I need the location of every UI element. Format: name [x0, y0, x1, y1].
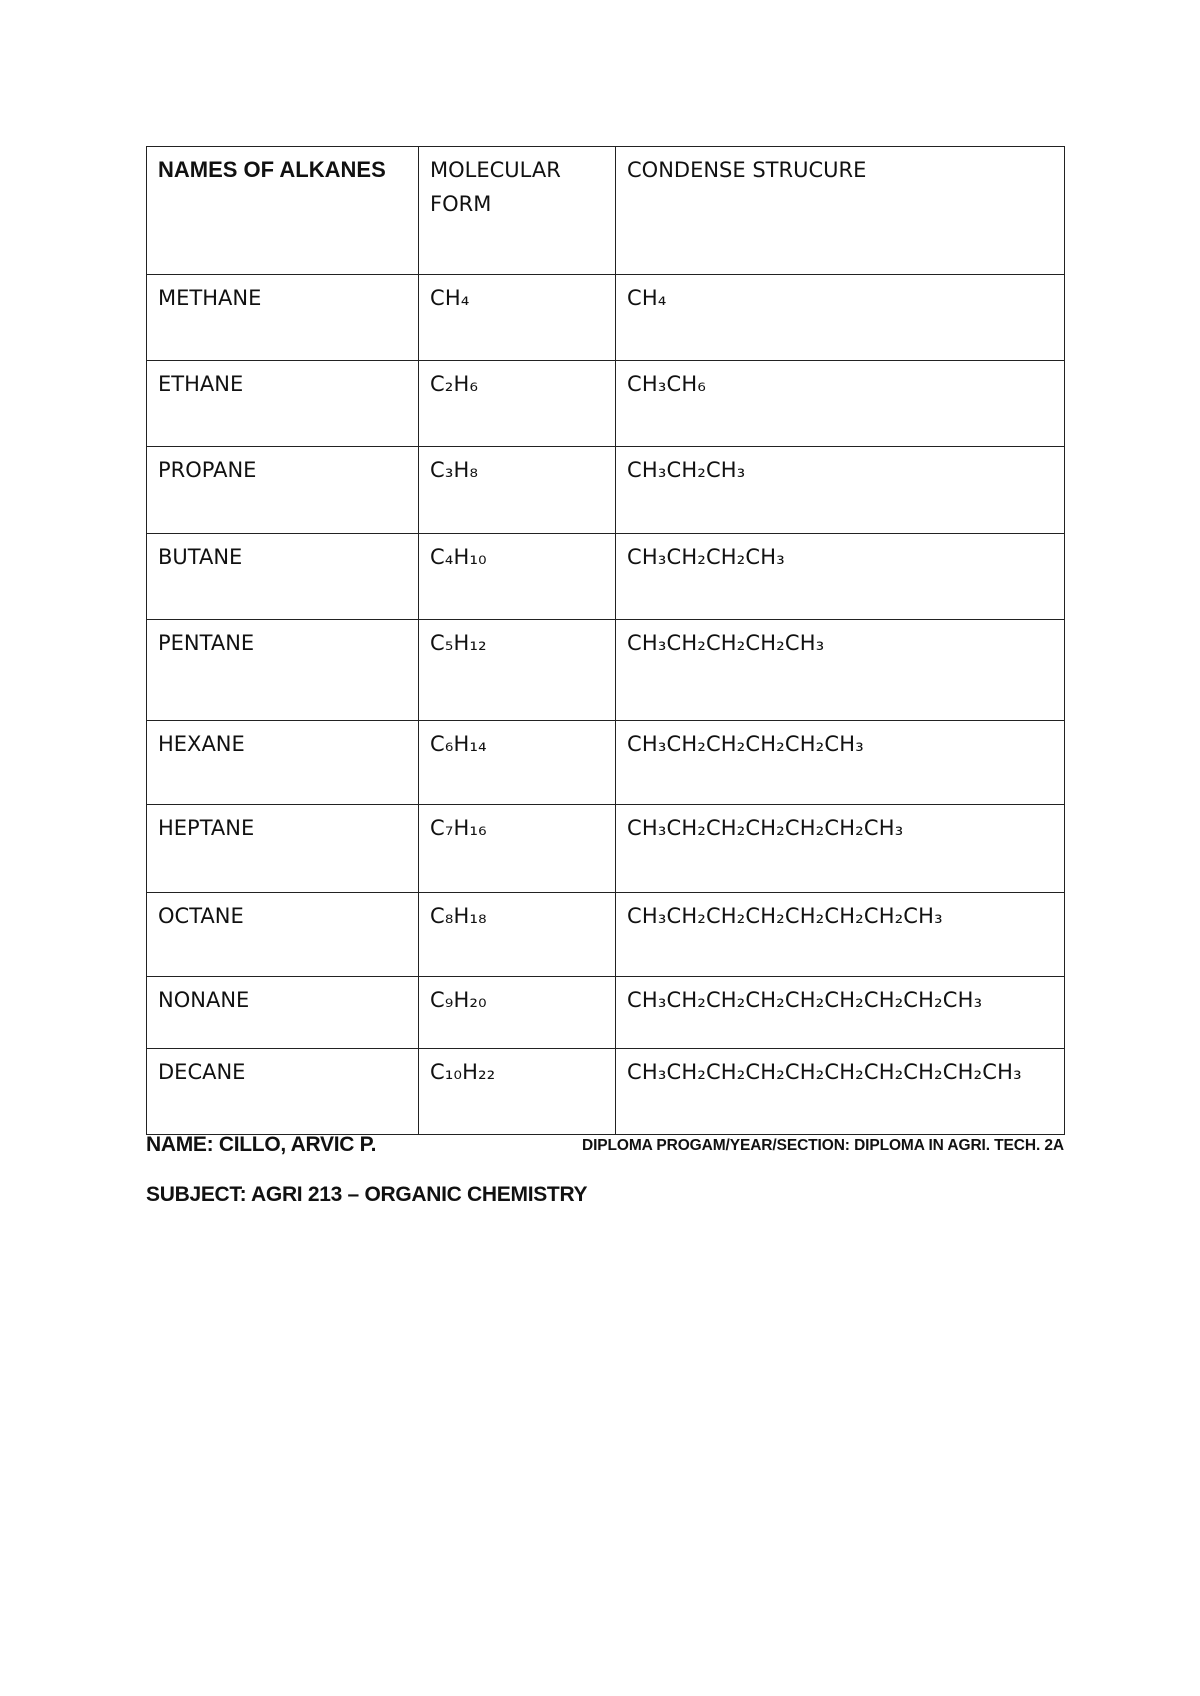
table-row: [147, 805, 1065, 893]
alkane-name: PENTANE: [147, 620, 419, 721]
condensed-structure: CH₄: [616, 275, 1065, 361]
molecular-formula: C₃H₈: [419, 447, 616, 534]
molecular-formula: C₆H₁₄: [419, 721, 616, 805]
table-row: [147, 1049, 1065, 1135]
subject-line: SUBJECT: AGRI 213 – ORGANIC CHEMISTRY: [146, 1183, 588, 1206]
molecular-formula: C₈H₁₈: [419, 893, 616, 977]
table-row: [147, 620, 1065, 721]
condensed-structure: CH₃CH₂CH₂CH₂CH₂CH₃: [616, 721, 1065, 805]
molecular-formula: CH₄: [419, 275, 616, 361]
alkane-name: HEXANE: [147, 721, 419, 805]
header-molecular-form: MOLECULAR FORM: [419, 147, 616, 275]
molecular-formula: C₁₀H₂₂: [419, 1049, 616, 1135]
molecular-formula: C₇H₁₆: [419, 805, 616, 893]
header-names-of-alkanes: NAMES OF ALKANES: [147, 147, 419, 275]
program-year-section: DIPLOMA PROGAM/YEAR/SECTION: DIPLOMA IN AGRI. TECH. 2A: [581, 1137, 1064, 1154]
alkane-name: OCTANE: [147, 893, 419, 977]
alkane-name: PROPANE: [147, 447, 419, 534]
molecular-formula: C₉H₂₀: [419, 977, 616, 1049]
molecular-formula: C₂H₆: [419, 361, 616, 447]
alkane-name: BUTANE: [147, 534, 419, 620]
table-row: [147, 447, 1065, 534]
condensed-structure: CH₃CH₂CH₂CH₂CH₂CH₂CH₂CH₂CH₃: [616, 977, 1065, 1049]
condensed-structure: CH₃CH₂CH₂CH₂CH₂CH₂CH₃: [616, 805, 1065, 893]
condensed-structure: CH₃CH₂CH₂CH₂CH₃: [616, 620, 1065, 721]
alkanes-table: [146, 146, 1065, 1135]
condensed-structure: CH₃CH₂CH₂CH₂CH₂CH₂CH₂CH₃: [616, 893, 1065, 977]
alkane-name: METHANE: [147, 275, 419, 361]
condensed-structure: CH₃CH₂CH₂CH₂CH₂CH₂CH₂CH₂CH₂CH₃: [616, 1049, 1065, 1135]
table-row: [147, 721, 1065, 805]
condensed-structure: CH₃CH₂CH₃: [616, 447, 1065, 534]
table-row: [147, 275, 1065, 361]
molecular-formula: C₅H₁₂: [419, 620, 616, 721]
table-row: [147, 534, 1065, 620]
molecular-formula: C₄H₁₀: [419, 534, 616, 620]
table-row: [147, 893, 1065, 977]
table-header-row: [147, 147, 1065, 275]
student-name: NAME: CILLO, ARVIC P.: [146, 1133, 377, 1156]
alkane-name: ETHANE: [147, 361, 419, 447]
alkane-name: HEPTANE: [147, 805, 419, 893]
table-row: [147, 977, 1065, 1049]
condensed-structure: CH₃CH₆: [616, 361, 1065, 447]
condensed-structure: CH₃CH₂CH₂CH₃: [616, 534, 1065, 620]
header-condensed-structure: CONDENSE STRUCURE: [616, 147, 1065, 275]
alkane-name: NONANE: [147, 977, 419, 1049]
table-row: [147, 361, 1065, 447]
alkane-name: DECANE: [147, 1049, 419, 1135]
